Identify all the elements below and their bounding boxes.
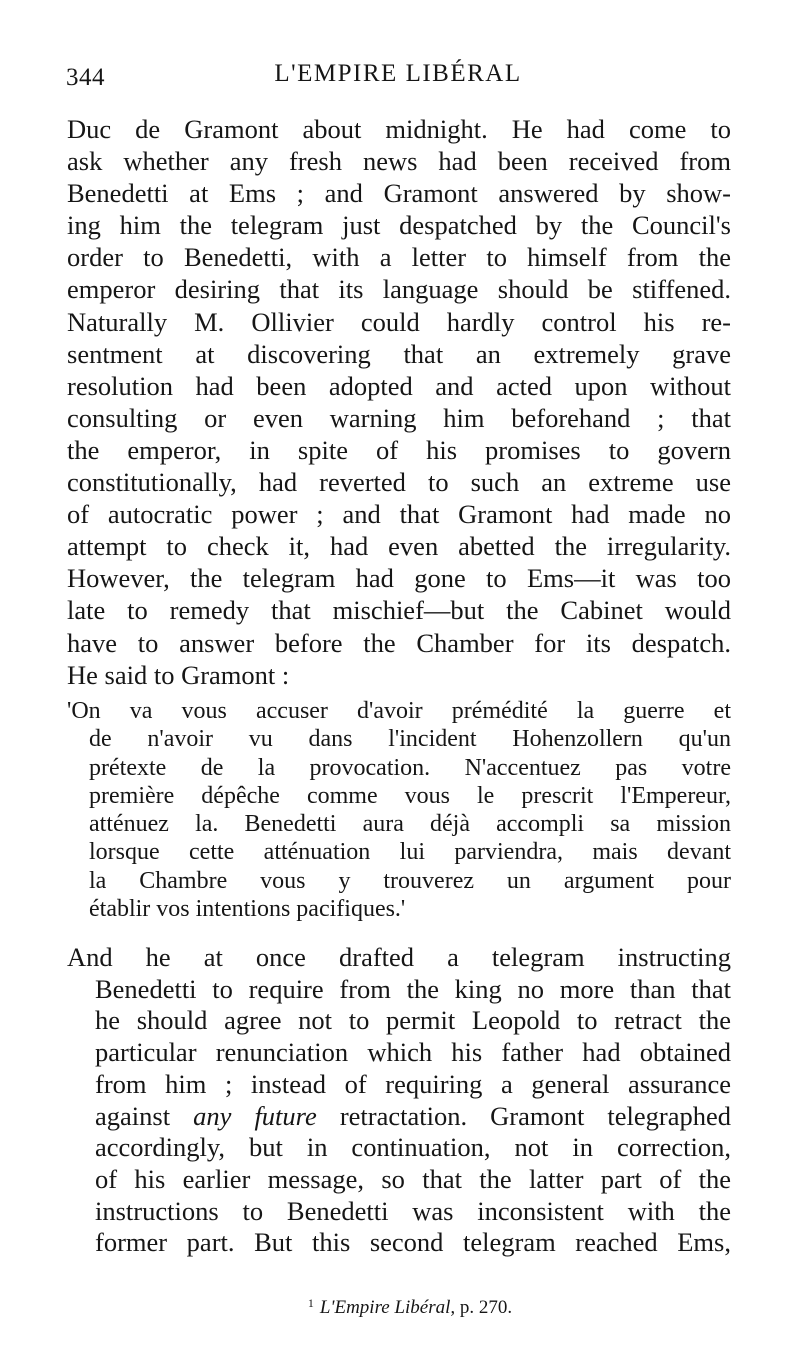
text-line: sentment at discovering that an extremely grave bbox=[67, 338, 731, 369]
text-line: former part. But this second telegram reached Ems, bbox=[95, 1227, 731, 1258]
quote-line: établir vos intentions pacifiques.' bbox=[89, 896, 406, 923]
text-line: Duc de Gramont about midnight. He had come to bbox=[67, 114, 731, 144]
text-line: constitutionally, had reverted to such an extreme use bbox=[67, 467, 731, 498]
text-line: consulting or even warning him beforehand ; that bbox=[67, 402, 731, 433]
text-line: He said to Gramont : bbox=[67, 659, 290, 690]
text-line: ing him the telegram just despatched by the Council's bbox=[67, 210, 731, 241]
text-line: particular renunciation which his father had obtained bbox=[95, 1037, 731, 1068]
paragraph-2 bbox=[67, 942, 731, 1259]
text-segment: against bbox=[95, 1100, 194, 1131]
footnote-marker: 1 bbox=[307, 1296, 314, 1310]
text-line: resolution had been adopted and acted upon without bbox=[67, 370, 731, 401]
text-line: emperor desiring that its language should be stiffened. bbox=[67, 274, 731, 305]
text-line: attempt to check it, had even abetted the irregularity. bbox=[67, 531, 731, 562]
block-quote bbox=[67, 697, 731, 923]
text-line: Benedetti at Ems ; and Gramont answered by show- bbox=[67, 178, 731, 209]
text-line: of autocratic power ; and that Gramont had made no bbox=[67, 499, 731, 530]
text-line: However, the telegram had gone to Ems—it was too bbox=[67, 563, 731, 594]
paragraph-1 bbox=[67, 113, 731, 691]
footnote bbox=[0, 1296, 800, 1319]
text-line: from him ; instead of requiring a general assurance bbox=[95, 1068, 731, 1099]
text-segment: retractation. Gramont telegraphed bbox=[316, 1100, 731, 1131]
quote-line: lorsque cette atténuation lui parviendra, mais devant bbox=[89, 839, 731, 866]
text-line bbox=[67, 1101, 731, 1133]
footnote-source: L'Empire Libéral, bbox=[319, 1297, 456, 1318]
quote-line: la Chambre vous y trouverez un argument pour bbox=[89, 867, 731, 894]
footnote-page-ref: p. 270. bbox=[455, 1297, 513, 1318]
quote-line: de n'avoir vu dans l'incident Hohenzollern qu'un bbox=[89, 726, 731, 753]
text-line: Benedetti to require from the king no more than that bbox=[95, 973, 731, 1004]
text-line: the emperor, in spite of his promises to govern bbox=[67, 434, 731, 465]
quote-line: prétexte de la provocation. N'accentuez pas votre bbox=[89, 754, 731, 781]
text-line: ask whether any fresh news had been received from bbox=[67, 146, 731, 177]
page-number: 344 bbox=[66, 64, 105, 91]
emphasis-text: any future bbox=[193, 1100, 317, 1131]
text-line: late to remedy that mischief—but the Cabinet would bbox=[67, 595, 731, 626]
text-line: Naturally M. Ollivier could hardly control his re- bbox=[67, 306, 731, 337]
quote-line: première dépêche comme vous le prescrit l'Empereur, bbox=[89, 782, 731, 809]
text-line: accordingly, but in continuation, not in correction, bbox=[95, 1132, 731, 1163]
quote-line: atténuez la. Benedetti aura déjà accompli sa mission bbox=[89, 811, 731, 838]
text-line: he should agree not to permit Leopold to retract the bbox=[95, 1005, 731, 1036]
quote-line: 'On va vous accuser d'avoir prémédité la guerre et bbox=[67, 698, 731, 724]
text-line: have to answer before the Chamber for its despatch. bbox=[67, 627, 731, 658]
text-line: instructions to Benedetti was inconsistent with the bbox=[95, 1195, 731, 1226]
text-line: of his earlier message, so that the latter part of the bbox=[95, 1163, 731, 1194]
text-line: And he at once drafted a telegram instructing bbox=[67, 942, 731, 972]
text-line: order to Benedetti, with a letter to himself from the bbox=[67, 242, 731, 273]
running-header bbox=[66, 58, 730, 98]
running-title: L'EMPIRE LIBÉRAL bbox=[274, 60, 522, 87]
